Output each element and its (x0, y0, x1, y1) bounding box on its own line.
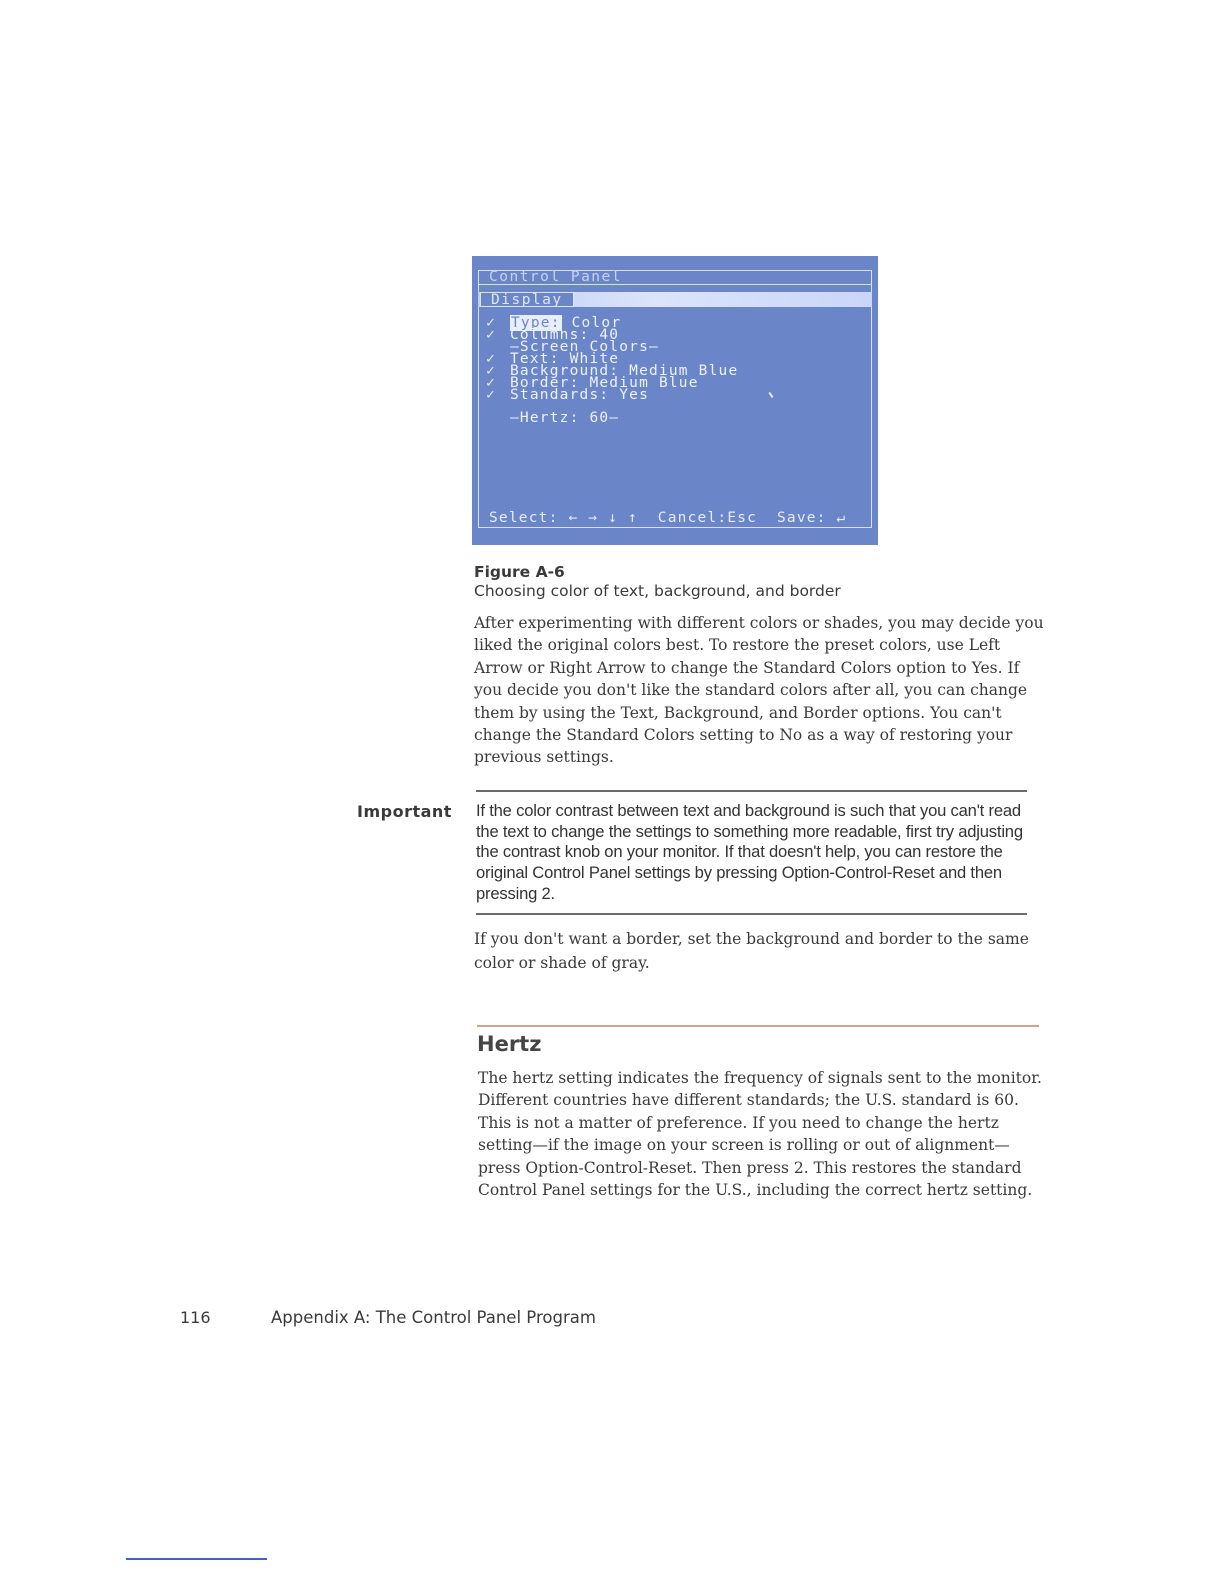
screen-footer-keys: Select: ← → ↓ ↑ Cancel:Esc Save: ↵ (489, 510, 847, 526)
check-icon: ✓ (486, 363, 496, 379)
screen-line-text: Background: Medium Blue (510, 363, 739, 379)
important-bottom-rule (476, 913, 1027, 915)
screen-line-text: Standards: Yes (510, 387, 650, 403)
screen-line-text: –Screen Colors– (510, 339, 659, 355)
page-number: 116 (180, 1308, 211, 1327)
type-label-highlight: Type: (511, 315, 561, 331)
display-menu-label: Display (480, 292, 574, 307)
check-icon: ✓ (486, 315, 496, 331)
screen-title: Control Panel (489, 269, 622, 285)
screen-line-text: Border: Medium Blue (510, 375, 699, 391)
check-icon: ✓ (486, 351, 496, 367)
check-icon: ✓ (486, 387, 496, 403)
body-paragraph-border: If you don't want a border, set the background and border to the same color or shade of gray. (474, 930, 1029, 972)
figure-label: Figure A-6 (474, 563, 565, 581)
running-footer-title: Appendix A: The Control Panel Program (271, 1308, 596, 1327)
important-top-rule (476, 790, 1027, 792)
control-panel-screenshot (472, 256, 878, 545)
body-paragraph-colors: After experimenting with different colors or shades, you may decide you liked the original colors best. To restore the preset colors, use Left Arrow or Right Arrow to change the Standard Colors option to Yes. If you decide you don't like the standard colors after all, you can change them by using the Text, Background, and Border options. You can't change the Standard Colors setting to No as a way of restoring your previous settings. (474, 614, 1044, 767)
important-text: If the color contrast between text and background is such that you can't read the text to change the settings to something more readable, first try adjusting the contrast knob on your monitor. If that doesn't help, you can restore the original Control Panel settings by pressing Option-Control-Reset and then pressing 2. (476, 801, 1023, 903)
section-divider (477, 1025, 1039, 1027)
important-label: Important (357, 802, 452, 821)
bottom-rule (126, 1558, 267, 1560)
screen-line-text: Columns: 40 (510, 327, 620, 343)
screen-line-text: Text: White (510, 351, 620, 367)
hertz-line: –Hertz: 60– (510, 410, 620, 426)
type-value: Color (571, 315, 622, 331)
figure-caption: Choosing color of text, background, and border (474, 582, 841, 600)
body-paragraph-hertz: The hertz setting indicates the frequency of signals sent to the monitor. Different countries have different standards; the U.S. standard is 60. This is not a matter of preference. If you need to change the hertz setting—if the image on your screen is rolling or out of alignment—press Option-Control-Reset. Then press 2. This restores the standard Control Panel settings for the U.S., including the correct hertz setting. (478, 1069, 1042, 1200)
check-icon: ✓ (486, 375, 496, 391)
check-icon: ✓ (486, 327, 496, 343)
screen-line (486, 389, 649, 401)
section-heading-hertz: Hertz (477, 1032, 542, 1056)
